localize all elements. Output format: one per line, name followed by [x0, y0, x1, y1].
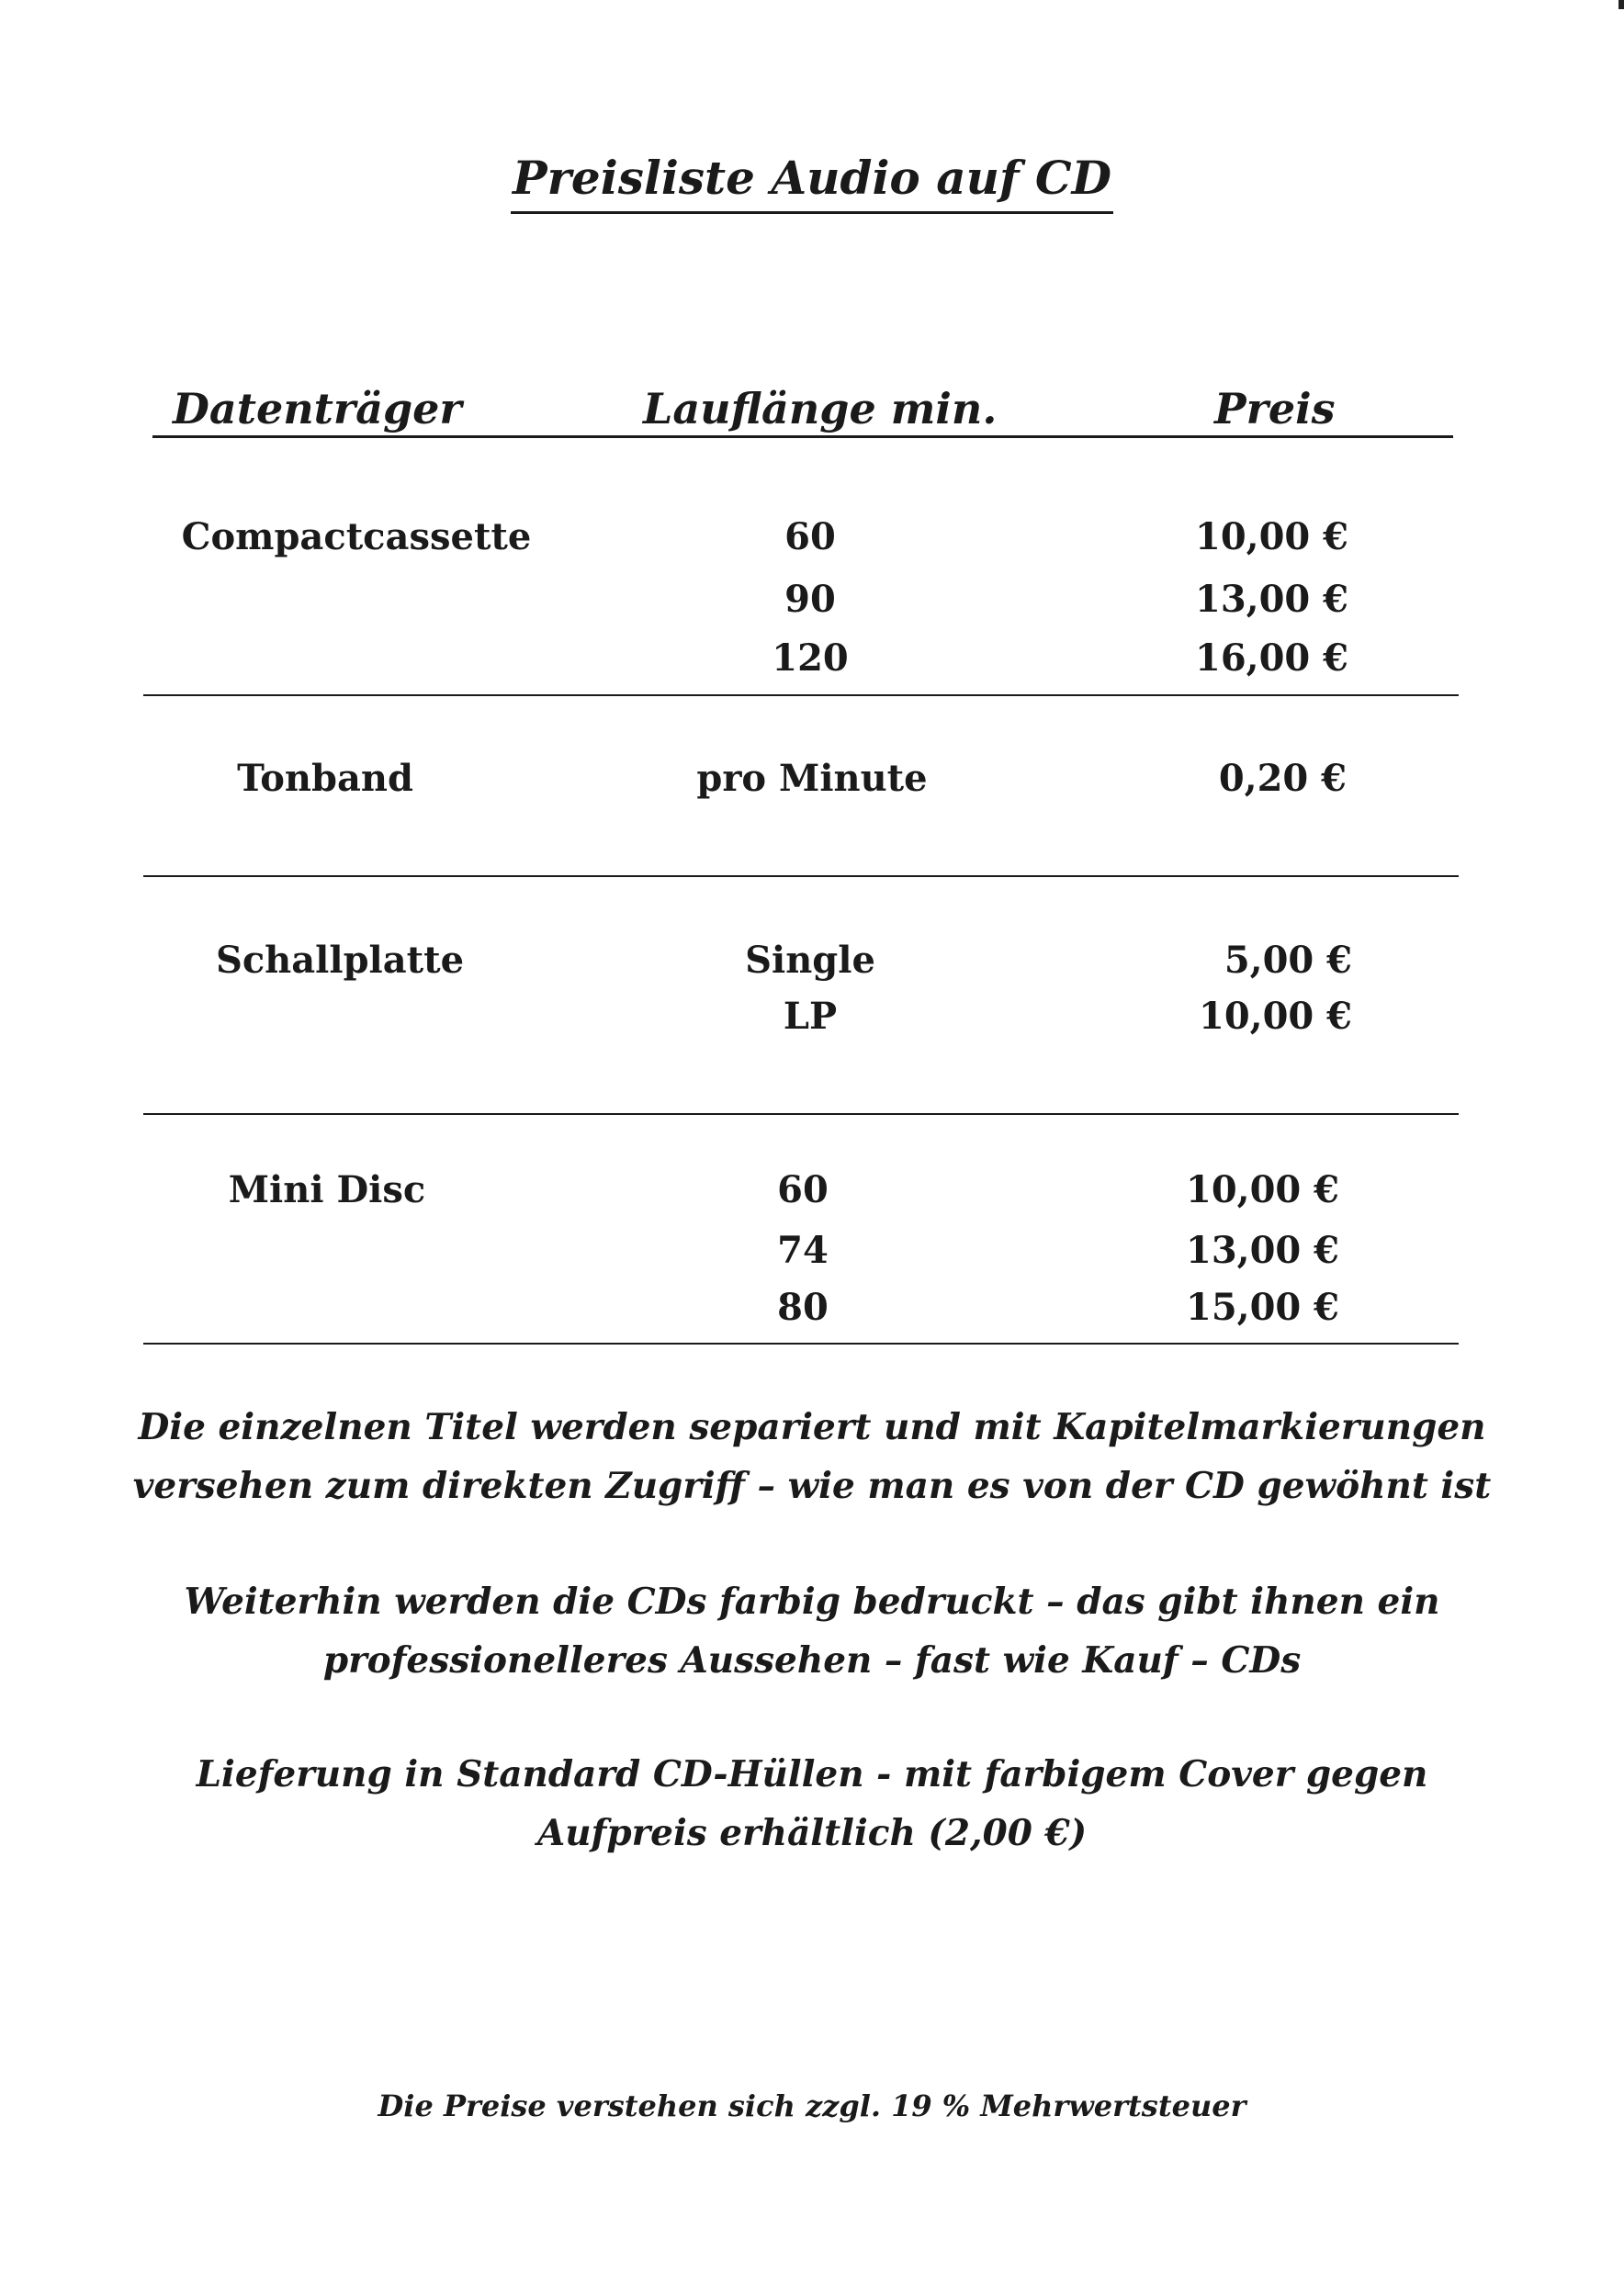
row-length: Single: [745, 939, 875, 982]
group-name-schallplatte: Schallplatte: [215, 939, 465, 982]
page-title-text: Preisliste Audio auf CD: [511, 149, 1113, 214]
note-line: Aufpreis erhältlich (2,00 €): [536, 1812, 1088, 1854]
row-price: 16,00 €: [1194, 636, 1348, 680]
group-name-mini-disc: Mini Disc: [228, 1168, 426, 1211]
note-cd-printing: [0, 1572, 1624, 1690]
header-medium: Datenträger: [173, 384, 462, 433]
note-line: Weiterhin werden die CDs farbig bedruckt – das gibt ihnen ein: [184, 1581, 1440, 1623]
row-price: 5,00 €: [1224, 939, 1352, 982]
scan-artifact-mark: [1618, 0, 1624, 9]
note-delivery: [0, 1745, 1624, 1863]
row-price: 10,00 €: [1185, 1168, 1339, 1211]
group-divider: [143, 875, 1459, 877]
group-divider: [143, 1113, 1459, 1115]
group-divider: [143, 694, 1459, 696]
row-price: 0,20 €: [1218, 757, 1347, 800]
row-length: 60: [784, 515, 836, 558]
row-price: 13,00 €: [1185, 1229, 1339, 1272]
header-price: Preis: [1214, 384, 1336, 433]
row-length: 90: [784, 578, 836, 621]
row-price: 15,00 €: [1185, 1286, 1339, 1329]
row-length: 120: [772, 636, 849, 680]
header-underline: [152, 435, 1453, 438]
note-line: Die einzelnen Titel werden separiert und mit Kapitelmarkierungen: [138, 1406, 1486, 1448]
row-length: pro Minute: [696, 757, 928, 800]
row-price: 13,00 €: [1194, 578, 1348, 621]
note-line: Lieferung in Standard CD-Hüllen - mit farbigem Cover gegen: [196, 1753, 1428, 1795]
group-divider: [143, 1343, 1459, 1345]
note-line: versehen zum direkten Zugriff – wie man es von der CD gewöhnt ist: [132, 1465, 1492, 1507]
note-line: professionelleres Aussehen – fast wie Kauf – CDs: [322, 1639, 1302, 1682]
note-chapter-markers: [0, 1398, 1624, 1515]
row-length: LP: [783, 995, 838, 1038]
header-length: Lauflänge min.: [643, 384, 998, 433]
row-length: 60: [777, 1168, 829, 1211]
row-length: 80: [777, 1286, 829, 1329]
group-name-tonband: Tonband: [237, 757, 413, 800]
row-price: 10,00 €: [1194, 515, 1348, 558]
row-price: 10,00 €: [1198, 995, 1352, 1038]
group-name-compactcassette: Compactcassette: [181, 515, 532, 558]
page-title: [0, 149, 1624, 214]
vat-footnote: Die Preise verstehen sich zzgl. 19 % Mehrwertsteuer: [378, 2088, 1246, 2123]
row-length: 74: [777, 1229, 829, 1272]
